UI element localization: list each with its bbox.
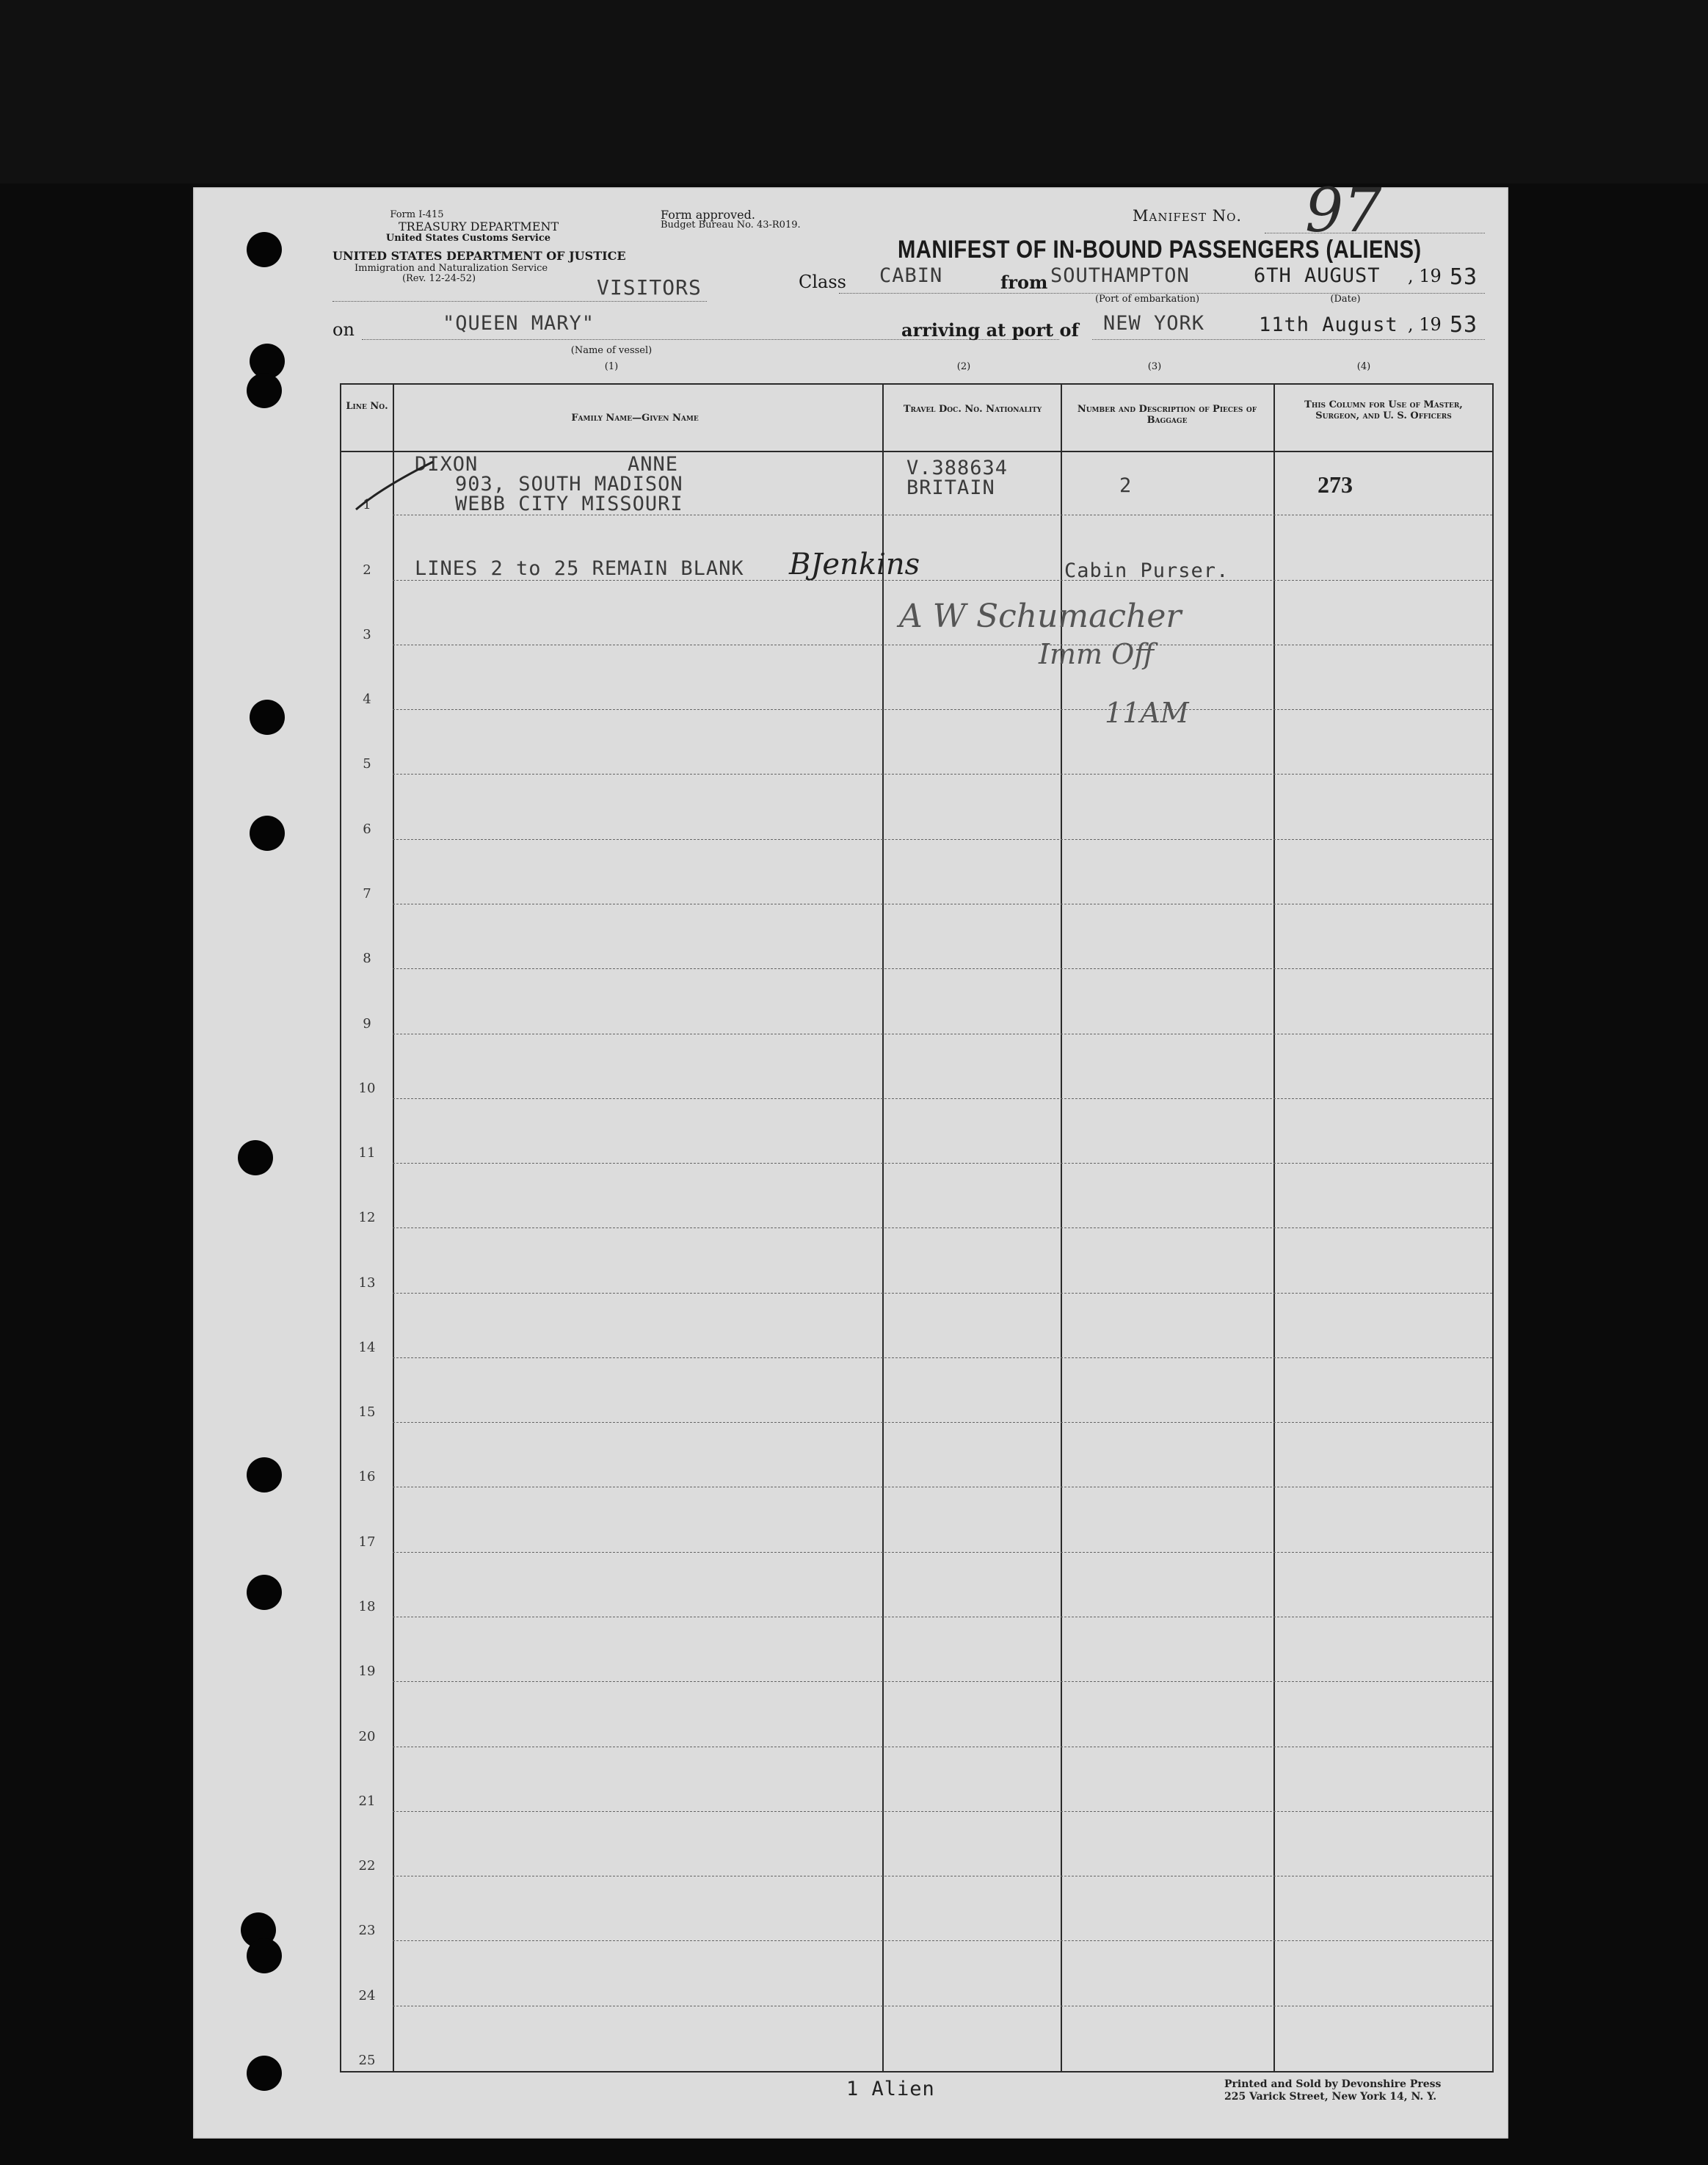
table-rows [341, 451, 1492, 2071]
row-number: 8 [363, 951, 371, 967]
column-number: (1) [604, 361, 619, 372]
date-caption: (Date) [1330, 294, 1361, 305]
table-row [341, 1358, 1492, 1423]
row-number: 6 [363, 821, 371, 837]
row-number: 16 [358, 1469, 376, 1485]
year-prefix: , 19 [1408, 314, 1442, 335]
punch-hole [238, 1140, 273, 1175]
punch-hole [247, 2056, 282, 2091]
manifest-page [193, 176, 1508, 2139]
table-row [341, 1099, 1492, 1164]
table-row [341, 1747, 1492, 1812]
table-row [341, 1682, 1492, 1747]
table-row [341, 1487, 1492, 1552]
arrival-year: 53 [1450, 312, 1478, 338]
year-prefix: , 19 [1408, 266, 1442, 286]
port-of-embarkation: SOUTHAMPTON [1050, 264, 1190, 287]
passenger-given-name: ANNE [628, 453, 679, 476]
column-number: (2) [956, 361, 971, 372]
row-number: 7 [363, 885, 371, 902]
nationality: BRITAIN [906, 476, 995, 499]
baggage-header: Number and Description of Pieces of Baggage [1077, 404, 1257, 426]
check-mark-icon [352, 458, 440, 513]
row-number: 25 [358, 2052, 376, 2068]
table-row [341, 1164, 1492, 1228]
table-row [341, 1812, 1492, 1876]
row-number: 13 [358, 1274, 376, 1291]
travel-doc-number: V.388634 [906, 457, 1009, 479]
table-row [341, 969, 1492, 1034]
manifest-title: MANIFEST OF IN-BOUND PASSENGERS (ALIENS) [898, 236, 1422, 264]
arrival-date: 11th August [1259, 313, 1398, 336]
row-number: 1 [363, 497, 371, 513]
form-number: Form I-415 [390, 209, 444, 220]
purser-signature: BJenkins [789, 548, 920, 581]
table-row [341, 1553, 1492, 1617]
lines-blank-note: LINES 2 to 25 REMAIN BLANK [415, 557, 744, 580]
inspector-signature: A W Schumacher [899, 598, 1182, 635]
row-number: 9 [363, 1015, 371, 1031]
ins-service: Immigration and Naturalization Service [355, 263, 548, 274]
arriving-label: arriving at port of [901, 319, 1079, 341]
travel-doc-header: Travel Doc. No. Nationality [903, 404, 1042, 415]
departure-year: 53 [1450, 264, 1478, 290]
table-row [341, 1294, 1492, 1358]
departure-date: 6TH AUGUST [1254, 264, 1381, 287]
budget-bureau: Budget Bureau No. 43-R019. [661, 220, 801, 231]
punch-hole [247, 1575, 282, 1610]
passenger-address-street: 903, SOUTH MADISON [455, 473, 683, 496]
line-no-header: Line No. [346, 401, 388, 412]
punch-hole [247, 1457, 282, 1493]
treasury-department: TREASURY DEPARTMENT [399, 220, 559, 233]
table-row [341, 904, 1492, 969]
column-number: (3) [1147, 361, 1162, 372]
row-number: 15 [358, 1404, 376, 1421]
manifest-no-label: Manifest No. [1133, 207, 1243, 225]
row-number: 2 [363, 562, 371, 578]
row-number: 22 [358, 1858, 376, 1874]
table-row [341, 2006, 1492, 2071]
vessel-name: "QUEEN MARY" [443, 312, 595, 335]
passenger-address-city: WEBB CITY MISSOURI [455, 493, 683, 515]
row-number: 24 [358, 1987, 376, 2003]
customs-service: United States Customs Service [385, 233, 551, 244]
column-number: (4) [1356, 361, 1371, 372]
form-approved: Form approved. [661, 208, 755, 222]
table-row [341, 775, 1492, 839]
justice-department: UNITED STATES DEPARTMENT OF JUSTICE [332, 249, 626, 263]
passenger-family-name: DIXON [415, 453, 479, 476]
row-number: 20 [358, 1728, 376, 1744]
row-number: 5 [363, 756, 371, 772]
table-row [341, 1228, 1492, 1293]
row-number: 3 [363, 626, 371, 642]
inspection-time: 11AM [1105, 697, 1189, 729]
officer-number: 273 [1318, 471, 1353, 498]
port-caption: (Port of embarkation) [1094, 294, 1200, 305]
row-number: 4 [363, 692, 371, 708]
arrival-port: NEW YORK [1103, 312, 1205, 335]
class-label: Class [799, 272, 846, 292]
punch-hole [247, 373, 282, 408]
punch-hole [247, 1938, 282, 1973]
class-value: CABIN [879, 264, 943, 287]
row-number: 12 [358, 1210, 376, 1226]
cabin-purser-label: Cabin Purser. [1064, 559, 1229, 582]
on-label: on [332, 319, 355, 340]
punch-hole [250, 700, 285, 735]
row-number: 21 [358, 1793, 376, 1809]
row-number: 14 [358, 1339, 376, 1355]
row-number: 19 [358, 1664, 376, 1680]
printer-line-1: Printed and Sold by Devonshire Press [1224, 2078, 1442, 2090]
row-number: 18 [358, 1599, 376, 1615]
category-visitors: VISITORS [597, 275, 702, 300]
table-row [341, 1034, 1492, 1099]
row-number: 11 [358, 1145, 376, 1161]
row-number: 10 [358, 1080, 376, 1096]
vessel-caption: (Name of vessel) [570, 345, 653, 356]
table-row [341, 1941, 1492, 2006]
scan-border [0, 0, 1708, 184]
table-row [341, 710, 1492, 775]
row-number: 17 [358, 1534, 376, 1550]
table-row [341, 840, 1492, 904]
table-row [341, 1617, 1492, 1682]
alien-count: 1 Alien [846, 2078, 935, 2100]
from-label: from [1000, 272, 1048, 293]
baggage-count: 2 [1119, 474, 1133, 497]
table-row [341, 645, 1492, 710]
row-number: 23 [358, 1923, 376, 1939]
officer-column-header: This Column for Use of Master, Surgeon, and U. S. Officers [1304, 399, 1463, 421]
table-row [341, 1423, 1492, 1487]
printer-line-2: 225 Varick Street, New York 14, N. Y. [1224, 2091, 1437, 2103]
passenger-table [340, 383, 1494, 2072]
punch-hole [247, 232, 282, 267]
revision: (Rev. 12-24-52) [401, 273, 476, 284]
punch-hole [250, 816, 285, 851]
table-row [341, 1876, 1492, 1941]
manifest-no-value: 97 [1305, 176, 1382, 246]
family-name-header: Family Name—Given Name [571, 413, 699, 424]
inspector-title: Imm Off [1039, 638, 1155, 670]
